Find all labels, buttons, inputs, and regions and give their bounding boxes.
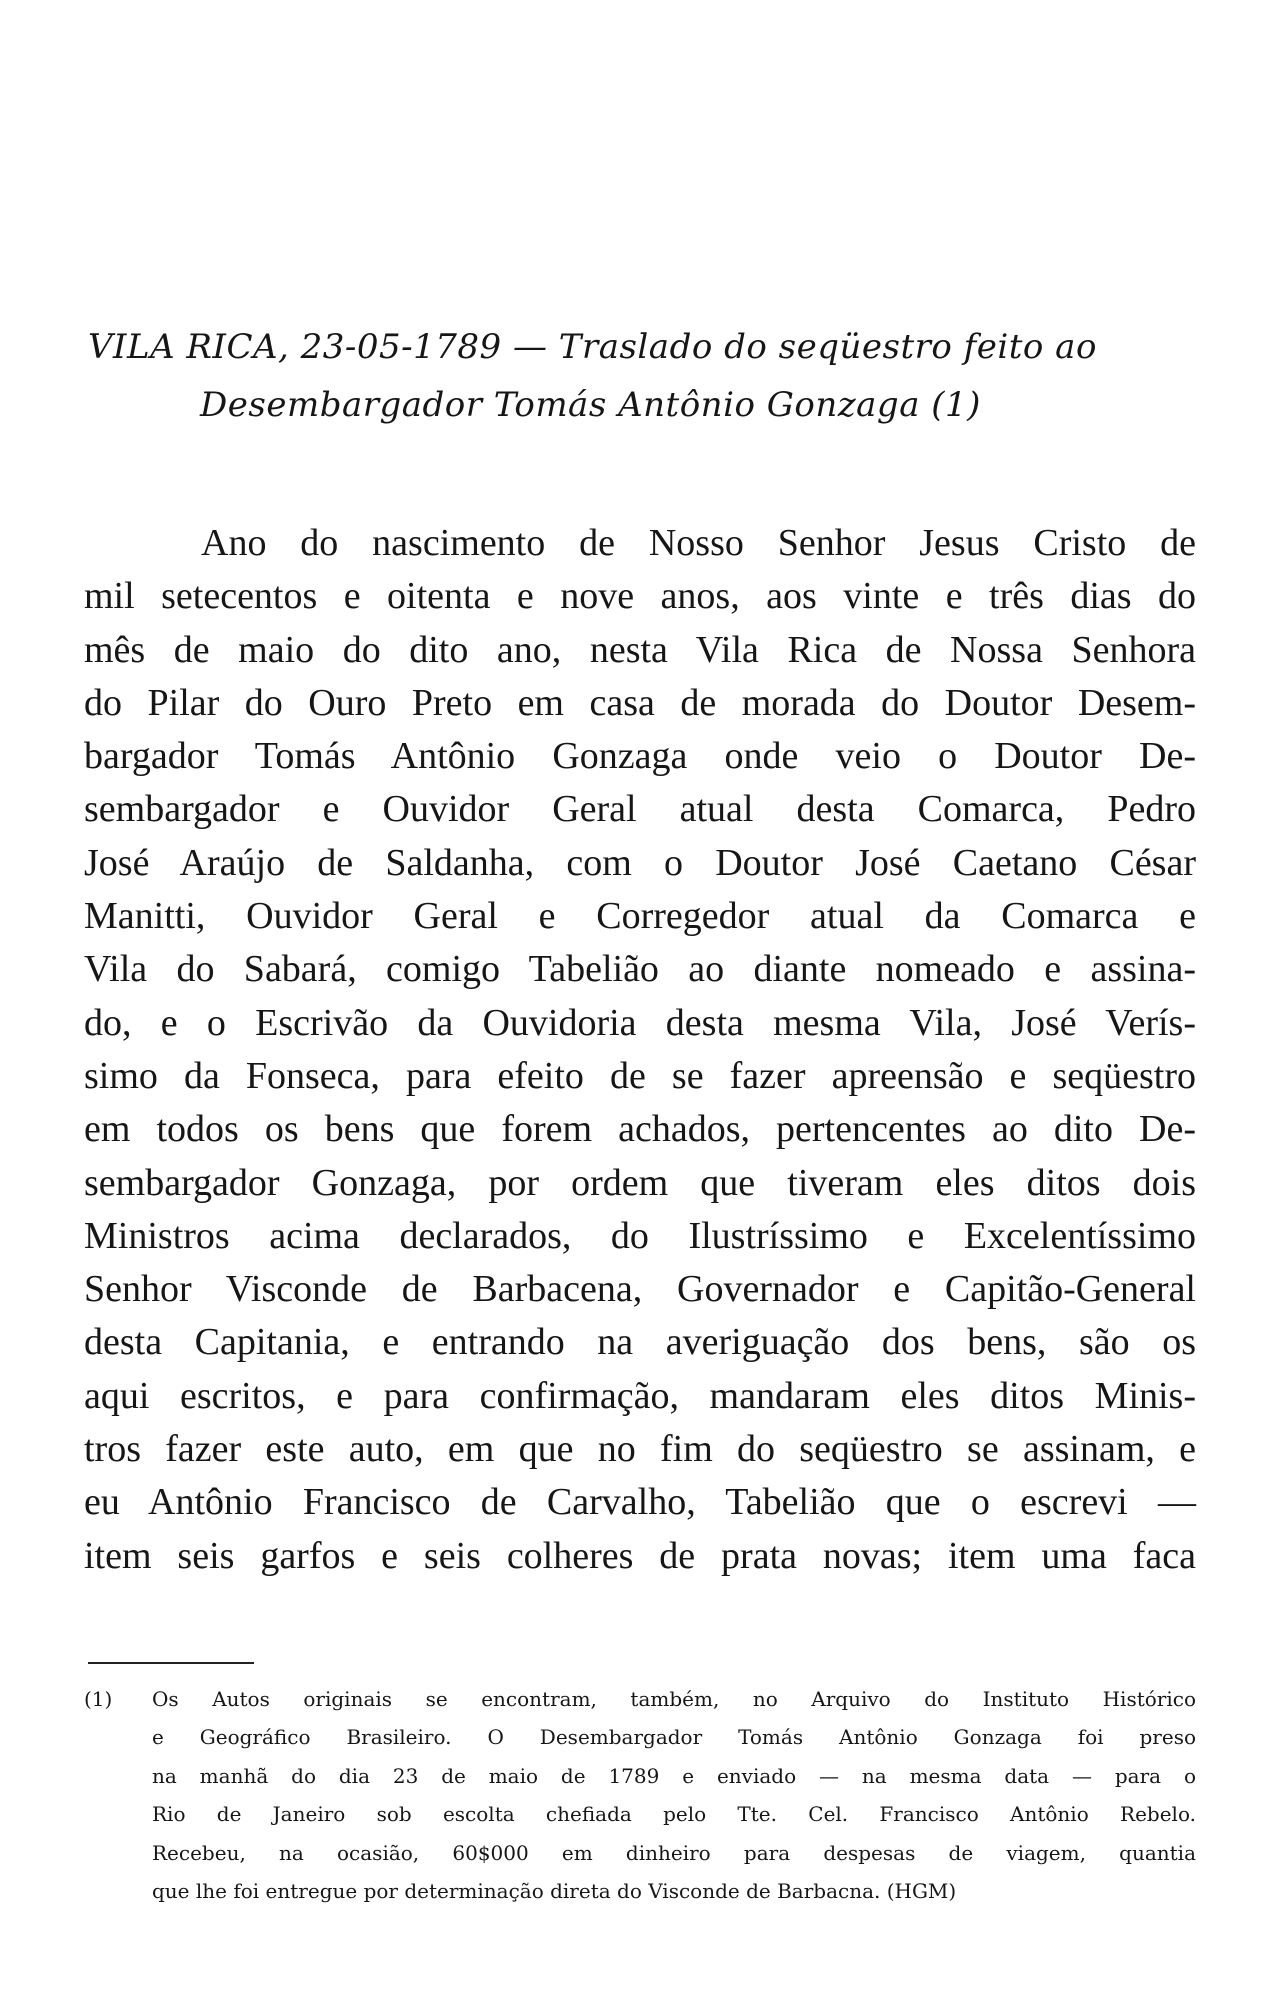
body-line: aqui escritos, e para confirmação, mandaram eles ditos Minis- <box>84 1374 1196 1417</box>
body-paragraph <box>84 517 1196 1583</box>
footnote-line: Os Autos originais se encontram, também, no Arquivo do Instituto Histórico <box>152 1687 1196 1711</box>
body-line: do Pilar do Ouro Preto em casa de morada do Doutor Desem- <box>84 681 1196 724</box>
body-line: Vila do Sabará, comigo Tabelião ao diante nomeado e assina- <box>84 948 1196 991</box>
footnote-divider <box>88 1662 254 1664</box>
body-line: sembargador Gonzaga, por ordem que tiveram eles ditos dois <box>84 1161 1196 1204</box>
body-line: sembargador e Ouvidor Geral atual desta Comarca, Pedro <box>84 788 1196 831</box>
body-line: eu Antônio Francisco de Carvalho, Tabelião que o escrevi — <box>84 1481 1196 1524</box>
body-line: José Araújo de Saldanha, com o Doutor José Caetano César <box>84 841 1196 884</box>
body-line: do, e o Escrivão da Ouvidoria desta mesma Vila, José Verís- <box>84 1001 1196 1044</box>
footnote <box>84 1680 1196 1910</box>
body-line: item seis garfos e seis colheres de prata novas; item uma faca <box>84 1534 1196 1577</box>
body-line: desta Capitania, e entrando na averiguação dos bens, são os <box>84 1321 1196 1364</box>
heading-line-1: VILA RICA, 23-05-1789 — Traslado do seqüestro feito ao <box>88 327 1097 367</box>
footnote-line: e Geográfico Brasileiro. O Desembargador Tomás Antônio Gonzaga foi preso <box>152 1725 1196 1750</box>
heading-line-2: Desembargador Tomás Antônio Gonzaga (1) <box>200 385 981 425</box>
footnote-line: que lhe foi entregue por determinação direta do Visconde de Barbacna. (HGM) <box>152 1879 957 1904</box>
body-line: bargador Tomás Antônio Gonzaga onde veio o Doutor De- <box>84 735 1196 778</box>
body-line: simo da Fonseca, para efeito de se fazer apreensão e seqüestro <box>84 1054 1196 1097</box>
footnote-line: Recebeu, na ocasião, 60$000 em dinheiro para despesas de viagem, quantia <box>152 1840 1196 1865</box>
footnote-marker: (1) <box>84 1687 113 1711</box>
body-line: mil setecentos e oitenta e nove anos, aos vinte e três dias do <box>84 575 1196 618</box>
body-line: Manitti, Ouvidor Geral e Corregedor atual da Comarca e <box>84 895 1196 938</box>
body-line: em todos os bens que forem achados, pertencentes ao dito De- <box>84 1108 1196 1151</box>
body-line: Ministros acima declarados, do Ilustríssimo e Excelentíssimo <box>84 1214 1196 1257</box>
footnote-text <box>152 1680 1196 1910</box>
body-line: mês de maio do dito ano, nesta Vila Rica de Nossa Senhora <box>84 628 1196 671</box>
document-heading <box>88 318 1198 434</box>
body-line: tros fazer este auto, em que no fim do seqüestro se assinam, e <box>84 1428 1196 1471</box>
body-line: Ano do nascimento de Nosso Senhor Jesus Cristo de <box>201 522 1196 564</box>
body-line: Senhor Visconde de Barbacena, Governador e Capitão-General <box>84 1268 1196 1311</box>
footnote-line: na manhã do dia 23 de maio de 1789 e enviado — na mesma data — para o <box>152 1763 1196 1788</box>
footnote-line: Rio de Janeiro sob escolta chefiada pelo Tte. Cel. Francisco Antônio Rebelo. <box>152 1802 1196 1827</box>
